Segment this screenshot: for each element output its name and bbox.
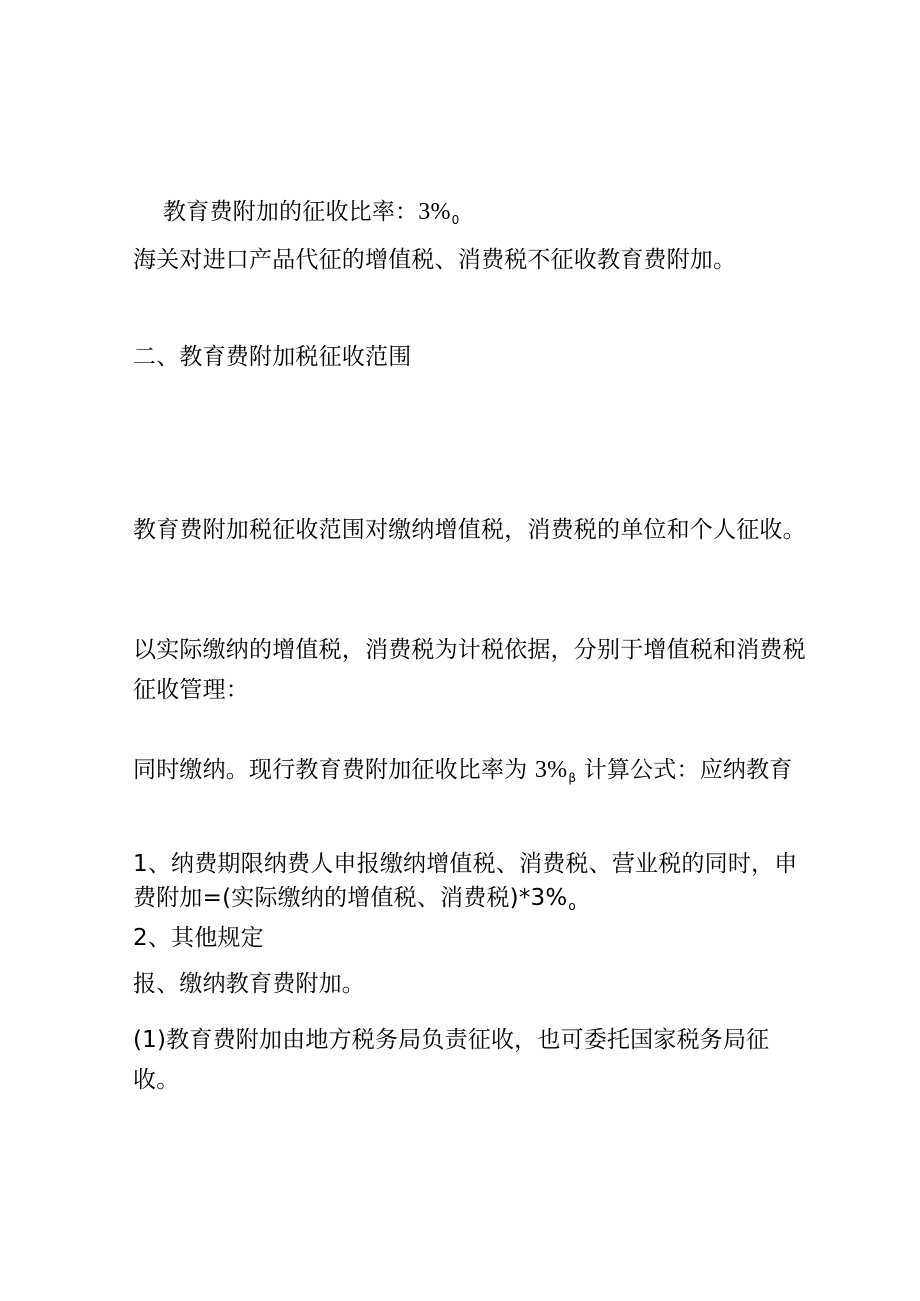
scope-line-4-prefix: 费附加=(实际缴纳的增值税、消费税)*3% [133,885,568,911]
scope-line-4-sub: o [568,899,576,913]
item-1-line-2: 报、缴纳教育费附加。 [133,971,365,997]
item2-heading: 2、其他规定 [133,925,264,951]
customs-note: 海关对进口产品代征的增值税、消费税不征收教育费附加。 [133,247,737,273]
scope-rate-value: 3% [534,757,568,783]
scope-line-2: 以实际缴纳的增值税，消费税为计税依据，分别于增值税和消费税 [133,637,806,663]
section2-heading: 二、教育费附加税征收范围 [133,344,412,370]
rate-line-suffix: 0 [451,213,460,227]
scope-line-3-prefix: 同时缴纳。现行教育费附加征收比率为 [133,757,535,783]
item2-sub1: (1)教育费附加由地方税务局负责征收，也可委托国家税务局征收。 [133,1027,770,1093]
item-1-line-1: 1、纳费期限纳费人申报缴纳增值税、消费税、营业税的同时，申 [133,851,798,877]
scope-line-3-suffix: 计算公式：应纳教育 [576,757,793,783]
rate-line-prefix: 教育费附加的征收比率： [163,199,419,225]
scope-line-1: 教育费附加税征收范围对缴纳增值税，消费税的单位和个人征收。 [133,517,806,543]
rate-line-value: 3% [418,199,451,225]
management-heading: 征收管理： [133,677,249,703]
scope-rate-sub: β [568,771,577,785]
